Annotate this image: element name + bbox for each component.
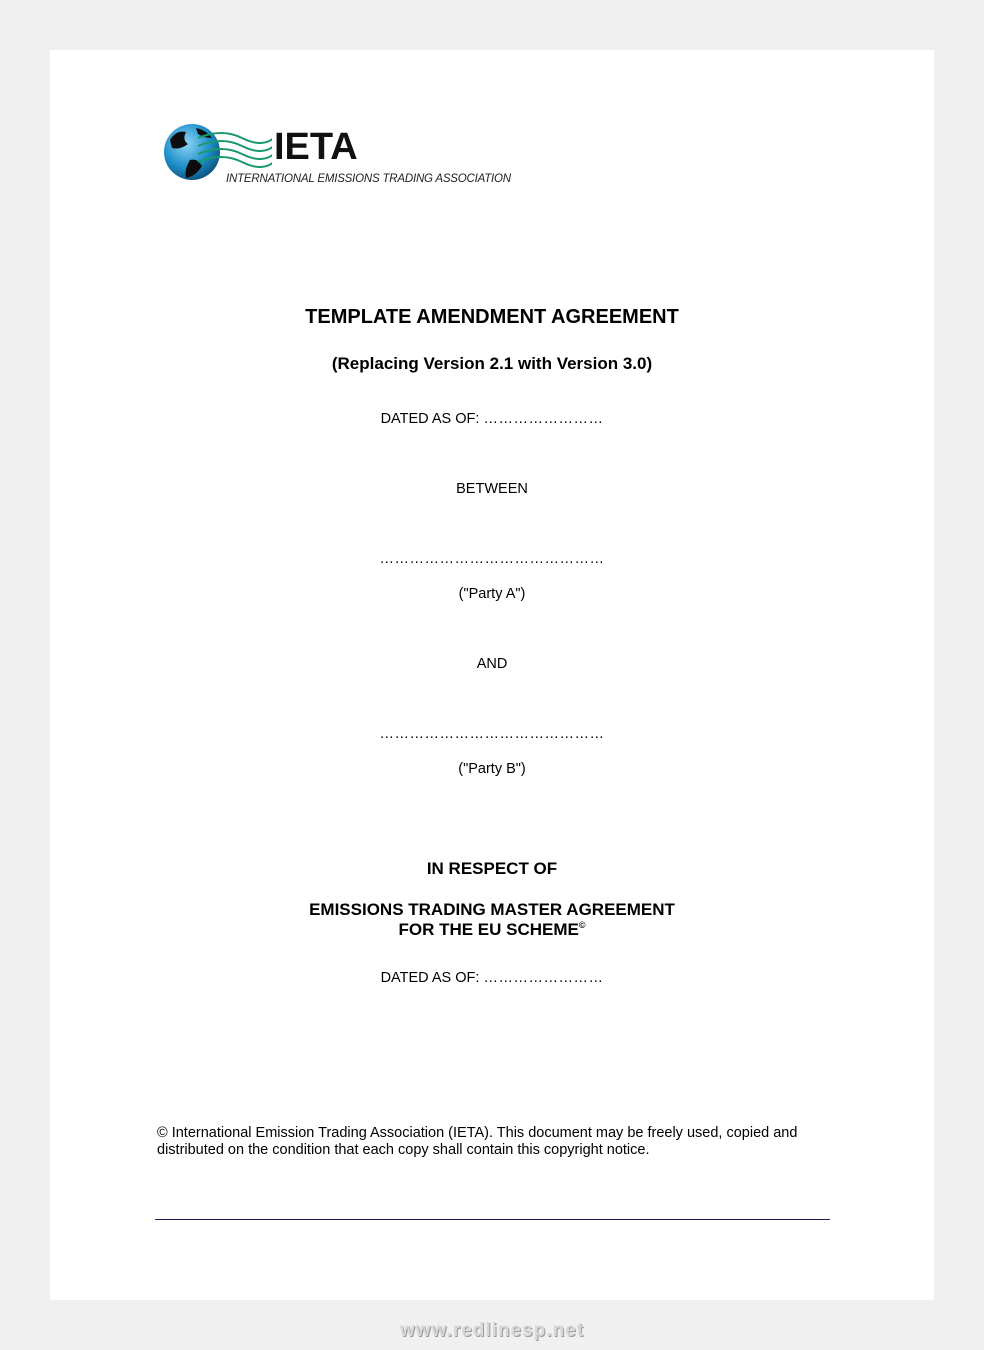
dated-as-of-top (50, 411, 934, 427)
copyright-mark: © (578, 920, 586, 930)
party-a-label: ("Party A") (458, 586, 526, 602)
copyright-notice: © International Emission Trading Association (IETA). This document may be freely used, copied and distributed on the condition that each copy shall contain this copyright notice. (157, 1125, 798, 1158)
in-respect-of-heading: IN RESPECT OF (426, 859, 558, 878)
party-a-blank: ……………………………………… (379, 551, 605, 567)
dated-label: DATED AS OF: (380, 970, 480, 986)
dated-as-of-bottom (50, 970, 934, 986)
date-blank: …………………… (483, 411, 604, 427)
dated-label: DATED AS OF: (380, 411, 480, 427)
logo-name: IETA (274, 126, 358, 168)
logo-subtitle: INTERNATIONAL EMISSIONS TRADING ASSOCIATION (226, 173, 511, 185)
agreement-title-line1: EMISSIONS TRADING MASTER AGREEMENT (309, 900, 675, 919)
document-title: TEMPLATE AMENDMENT AGREEMENT (305, 306, 679, 328)
footer-divider (155, 1219, 830, 1220)
date-blank: …………………… (483, 970, 604, 986)
ieta-logo (162, 120, 511, 192)
document-subtitle: (Replacing Version 2.1 with Version 3.0) (331, 354, 653, 373)
party-b-blank: ……………………………………… (379, 726, 605, 742)
document-page (50, 50, 934, 1300)
agreement-scheme-text: FOR THE EU SCHEME (398, 920, 579, 939)
party-b-label: ("Party B") (458, 761, 526, 777)
agreement-title-line2 (50, 920, 934, 940)
and-label: AND (476, 656, 508, 672)
watermark: www.redlinesp.net (399, 1320, 585, 1341)
between-label: BETWEEN (456, 481, 528, 497)
